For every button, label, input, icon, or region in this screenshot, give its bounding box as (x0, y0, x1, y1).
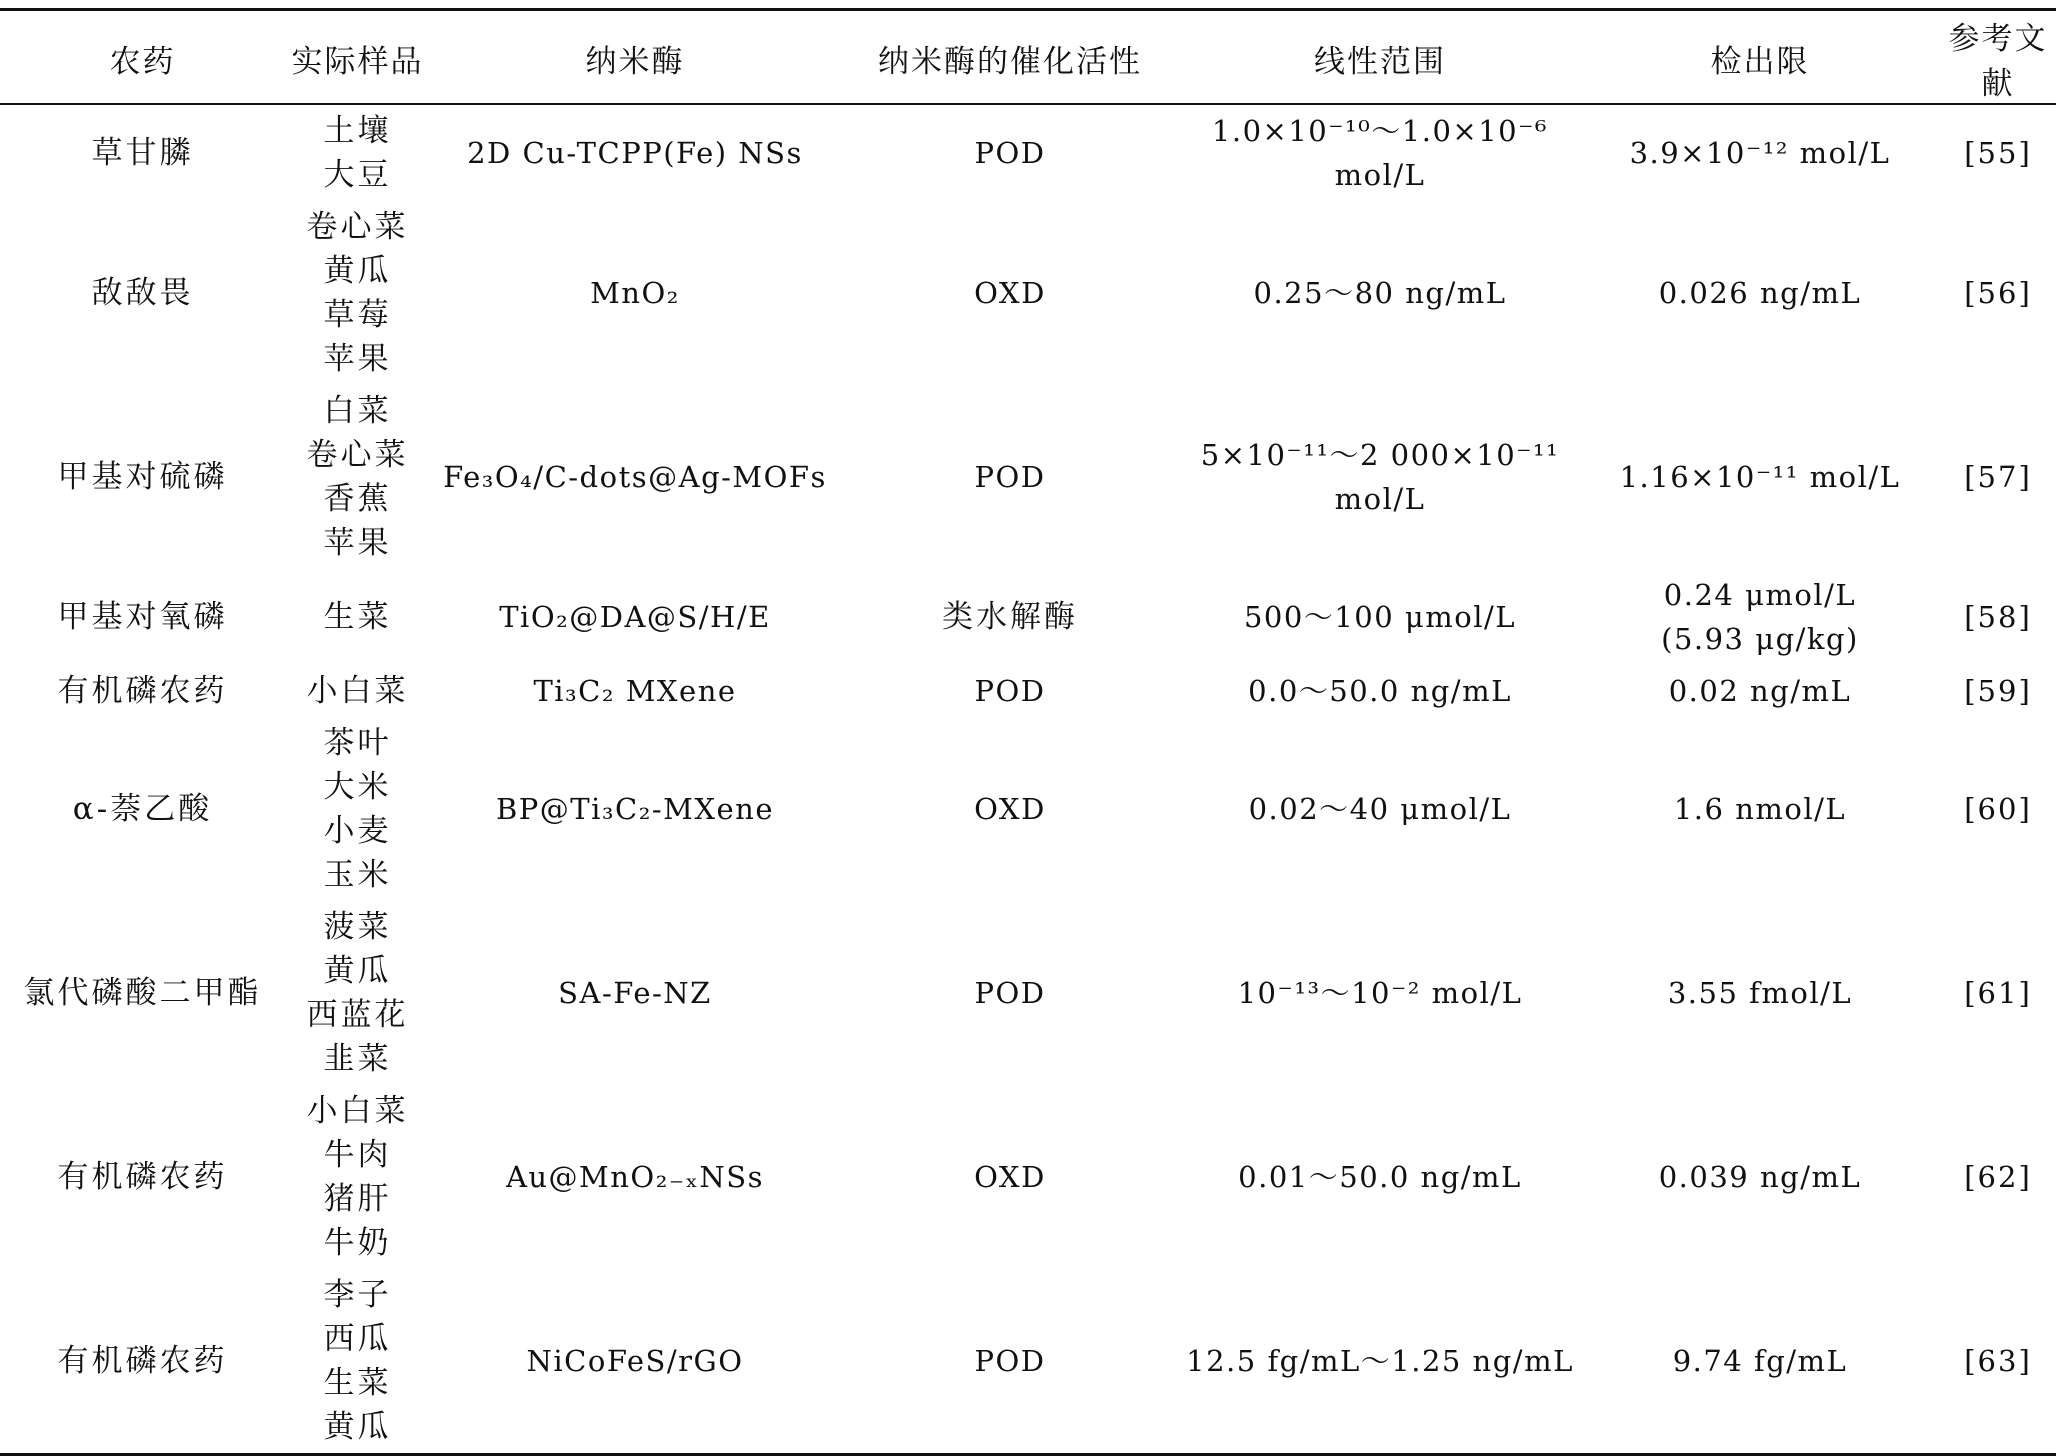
cell-nanozyme: BP@Ti₃C₂-MXene (495, 792, 775, 826)
sample-item: 牛奶 (323, 1225, 392, 1261)
sample-item: 菠菜 (323, 909, 392, 945)
sample-item: 苹果 (323, 525, 392, 561)
cell-reference: [63] (1964, 1344, 2032, 1378)
table-row (0, 569, 2056, 665)
sample-item: 土壤 (323, 113, 392, 149)
sample-item: 大米 (323, 769, 392, 805)
sample-item: 茶叶 (323, 725, 392, 761)
cell-pesticide: 草甘膦 (91, 135, 194, 171)
sample-item: 西蓝花 (306, 997, 409, 1033)
cell-samples (285, 104, 430, 201)
cell-activity: OXD (974, 1160, 1046, 1194)
cell-reference: [62] (1964, 1160, 2032, 1194)
lod-line: 1.16×10⁻¹¹ mol/L (1619, 460, 1901, 494)
sample-item: 韭菜 (323, 1041, 392, 1077)
cell-linear-range: 1.0×10⁻¹⁰～1.0×10⁻⁶ mol/L (1211, 114, 1549, 192)
cell-samples (285, 901, 430, 1085)
lod-line: 0.039 ng/mL (1658, 1160, 1862, 1194)
sample-item: 草莓 (323, 297, 392, 333)
cell-lod (1580, 569, 1940, 665)
cell-samples (285, 1085, 430, 1269)
cell-lod (1580, 104, 1940, 201)
cell-linear-range: 10⁻¹³～10⁻² mol/L (1237, 976, 1523, 1010)
table-row (0, 104, 2056, 201)
cell-lod (1580, 201, 1940, 385)
sample-item: 小白菜 (306, 673, 409, 709)
cell-activity: POD (974, 460, 1046, 494)
sample-item: 生菜 (323, 599, 392, 635)
sample-item: 黄瓜 (323, 253, 392, 289)
header-row (0, 10, 2056, 105)
table-row (0, 1085, 2056, 1269)
table-row (0, 717, 2056, 901)
sample-item: 西瓜 (323, 1321, 392, 1357)
cell-reference: [59] (1964, 674, 2032, 708)
cell-nanozyme: Ti₃C₂ MXene (533, 674, 737, 708)
cell-reference: [60] (1964, 792, 2032, 826)
cell-reference: [56] (1964, 276, 2032, 310)
cell-samples (285, 665, 430, 717)
cell-linear-range: 0.02～40 μmol/L (1248, 792, 1512, 826)
lod-line: 0.02 ng/mL (1668, 674, 1852, 708)
sample-item: 卷心菜 (306, 209, 409, 245)
cell-samples (285, 717, 430, 901)
sample-item: 黄瓜 (323, 1409, 392, 1445)
cell-activity: POD (974, 976, 1046, 1010)
cell-linear-range: 0.0～50.0 ng/mL (1248, 674, 1512, 708)
cell-activity: 类水解酶 (942, 599, 1078, 635)
cell-activity: OXD (974, 276, 1046, 310)
sample-item: 小白菜 (306, 1093, 409, 1129)
header-samples: 实际样品 (291, 43, 424, 80)
cell-pesticide: 敌敌畏 (91, 275, 194, 311)
table-row (0, 385, 2056, 569)
cell-pesticide: 有机磷农药 (57, 1343, 228, 1379)
cell-nanozyme: SA-Fe-NZ (558, 976, 712, 1010)
cell-reference: [61] (1964, 976, 2032, 1010)
cell-linear-range: 0.01～50.0 ng/mL (1238, 1160, 1522, 1194)
table-body (0, 104, 2056, 1455)
lod-line: 9.74 fg/mL (1672, 1344, 1848, 1378)
lod-line: (5.93 μg/kg) (1661, 622, 1859, 656)
header-linear-range: 线性范围 (1314, 43, 1446, 80)
lod-line: 0.026 ng/mL (1658, 276, 1862, 310)
header-reference: 参考文献 (1948, 21, 2048, 102)
cell-nanozyme: MnO₂ (590, 276, 680, 310)
cell-linear-range: 500～100 μmol/L (1243, 600, 1517, 634)
sample-item: 生菜 (323, 1365, 392, 1401)
cell-pesticide: α-萘乙酸 (72, 791, 213, 827)
cell-reference: [58] (1964, 600, 2032, 634)
cell-lod (1580, 1085, 1940, 1269)
cell-samples (285, 569, 430, 665)
table-row (0, 901, 2056, 1085)
sample-item: 玉米 (323, 857, 392, 893)
cell-lod (1580, 385, 1940, 569)
cell-linear-range: 5×10⁻¹¹～2 000×10⁻¹¹ mol/L (1200, 438, 1560, 516)
cell-pesticide: 氯代磷酸二甲酯 (23, 975, 262, 1011)
cell-lod (1580, 901, 1940, 1085)
cell-activity: OXD (974, 792, 1046, 826)
nanozyme-pesticide-table (0, 8, 2056, 1456)
sample-item: 白菜 (323, 393, 392, 429)
cell-activity: POD (974, 136, 1046, 170)
sample-item: 苹果 (323, 341, 392, 377)
table-row (0, 665, 2056, 717)
cell-nanozyme: Fe₃O₄/C-dots@Ag-MOFs (443, 460, 827, 494)
lod-line: 3.55 fmol/L (1667, 976, 1853, 1010)
sample-item: 香蕉 (323, 481, 392, 517)
header-activity: 纳米酶的催化活性 (878, 43, 1142, 80)
cell-pesticide: 有机磷农药 (57, 1159, 228, 1195)
cell-lod (1580, 717, 1940, 901)
cell-nanozyme: Au@MnO₂₋ₓNSs (505, 1160, 765, 1194)
cell-nanozyme: NiCoFeS/rGO (526, 1344, 744, 1378)
sample-item: 李子 (323, 1277, 392, 1313)
sample-item: 黄瓜 (323, 953, 392, 989)
cell-pesticide: 甲基对硫磷 (57, 459, 228, 495)
cell-nanozyme: 2D Cu-TCPP(Fe) NSs (467, 136, 803, 170)
cell-linear-range: 12.5 fg/mL～1.25 ng/mL (1186, 1344, 1574, 1378)
cell-reference: [57] (1964, 460, 2032, 494)
cell-reference: [55] (1964, 136, 2032, 170)
sample-item: 大豆 (323, 157, 392, 193)
cell-samples (285, 385, 430, 569)
cell-samples (285, 201, 430, 385)
cell-pesticide: 有机磷农药 (57, 673, 228, 709)
header-pesticide: 农药 (109, 43, 176, 80)
cell-samples (285, 1269, 430, 1455)
table-row (0, 1269, 2056, 1455)
lod-line: 3.9×10⁻¹² mol/L (1629, 136, 1891, 170)
cell-nanozyme: TiO₂@DA@S/H/E (499, 600, 771, 634)
table-row (0, 201, 2056, 385)
header-lod: 检出限 (1710, 43, 1810, 80)
cell-activity: POD (974, 674, 1046, 708)
cell-activity: POD (974, 1344, 1046, 1378)
header-nanozyme: 纳米酶 (585, 43, 685, 80)
table-header (0, 10, 2056, 105)
cell-pesticide: 甲基对氧磷 (57, 599, 228, 635)
sample-item: 小麦 (323, 813, 392, 849)
cell-lod (1580, 665, 1940, 717)
sample-item: 猪肝 (323, 1181, 392, 1217)
lod-line: 1.6 nmol/L (1673, 792, 1847, 826)
sample-item: 牛肉 (323, 1137, 392, 1173)
cell-lod (1580, 1269, 1940, 1455)
sample-item: 卷心菜 (306, 437, 409, 473)
cell-linear-range: 0.25～80 ng/mL (1253, 276, 1507, 310)
lod-line: 0.24 μmol/L (1663, 578, 1857, 612)
